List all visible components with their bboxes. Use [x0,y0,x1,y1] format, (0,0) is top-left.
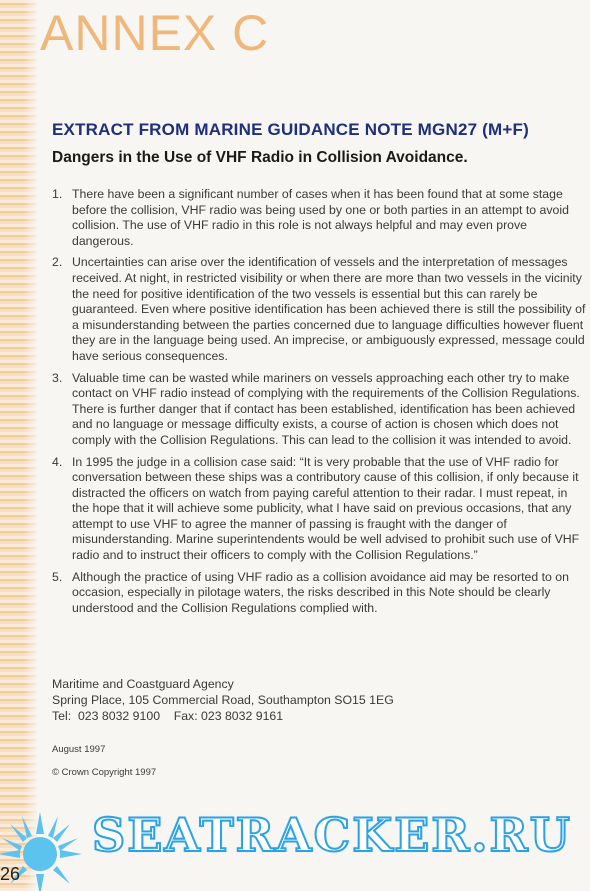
agency-address [52,676,394,724]
item-number: 3. [52,370,63,385]
street-address: Spring Place, 105 Commercial Road, Southampton SO15 1EG [52,693,394,707]
item-text: Uncertainties can arise over the identification of vessels and the interpretation of messages received. At night, in restricted visibility or when there are more than two vessels in the vicinity the need for positive identification of the two vessels is essential but this can rarely be guaranteed. Even where positive identification has been achieved there is still the possibility of a misunderstanding between the parties concerned due to language difficulties however fluent they are in the language being used. An imprecise, or ambiguously expressed, message could have serious consequences. [72,255,586,363]
list-item [52,570,586,617]
phone-fax: Tel: 023 8032 9100 Fax: 023 8032 9161 [52,709,284,723]
item-text: Although the practice of using VHF radio as a collision avoidance aid may be resorted to on occasion, especially in pilotage waters, the risks described in this Note should be clearly understood and the Collision Regulations complied with. [72,569,569,615]
item-text: Valuable time can be wasted while mariners on vessels approaching each other try to make contact on VHF radio instead of complying with the requirements of the Collision Regulations. There is further danger that if contact has been established, identification has been achieved and no language or message difficulty exists, a course of action is chosen which does not comply with the Collision Regulations. This can lead to the collision it was intended to avoid. [72,370,580,447]
annex-title: ANNEX C [40,5,270,61]
page-number: 26 [0,864,21,884]
decorative-left-stripe [0,0,38,891]
item-number: 5. [52,569,63,584]
extract-heading: EXTRACT FROM MARINE GUIDANCE NOTE MGN27 (M+F) [52,120,529,139]
item-text: In 1995 the judge in a collision case said: “It is very probable that the use of VHF radio for conversation between these ships was a contributory cause of this collision, if only because it distracted the officers on watch from paying careful attention to their radar. I must repeat, in the hope that it will achieve some publicity, what I have said on previous occasions, that any attempt to use VHF to agree the manner of passing is fraught with the danger of misunderstanding. Marine superintendents would be well advised to prohibit such use of VHF radio and to instruct their officers to comply with the Collision Regulations.” [72,454,580,563]
item-text: There have been a significant number of cases when it has been found that at some stage before the collision, VHF radio was being used by one or both parties in an attempt to avoid collision. The use of VHF radio in this role is not always helpful and may even prove dangerous. [72,187,569,248]
item-number: 4. [52,454,63,469]
list-item [52,255,586,364]
publication-date: August 1997 [52,744,106,755]
item-number: 1. [52,187,63,201]
copyright-notice: © Crown Copyright 1997 [52,767,157,778]
numbered-list [52,187,586,622]
sub-heading: Dangers in the Use of VHF Radio in Collision Avoidance. [52,149,468,166]
agency-name: Maritime and Coastguard Agency [52,677,234,691]
watermark: SEATRACKER.RU [92,808,572,862]
list-item [52,371,586,449]
list-item [52,455,586,564]
list-item [52,187,586,249]
item-number: 2. [52,255,63,270]
